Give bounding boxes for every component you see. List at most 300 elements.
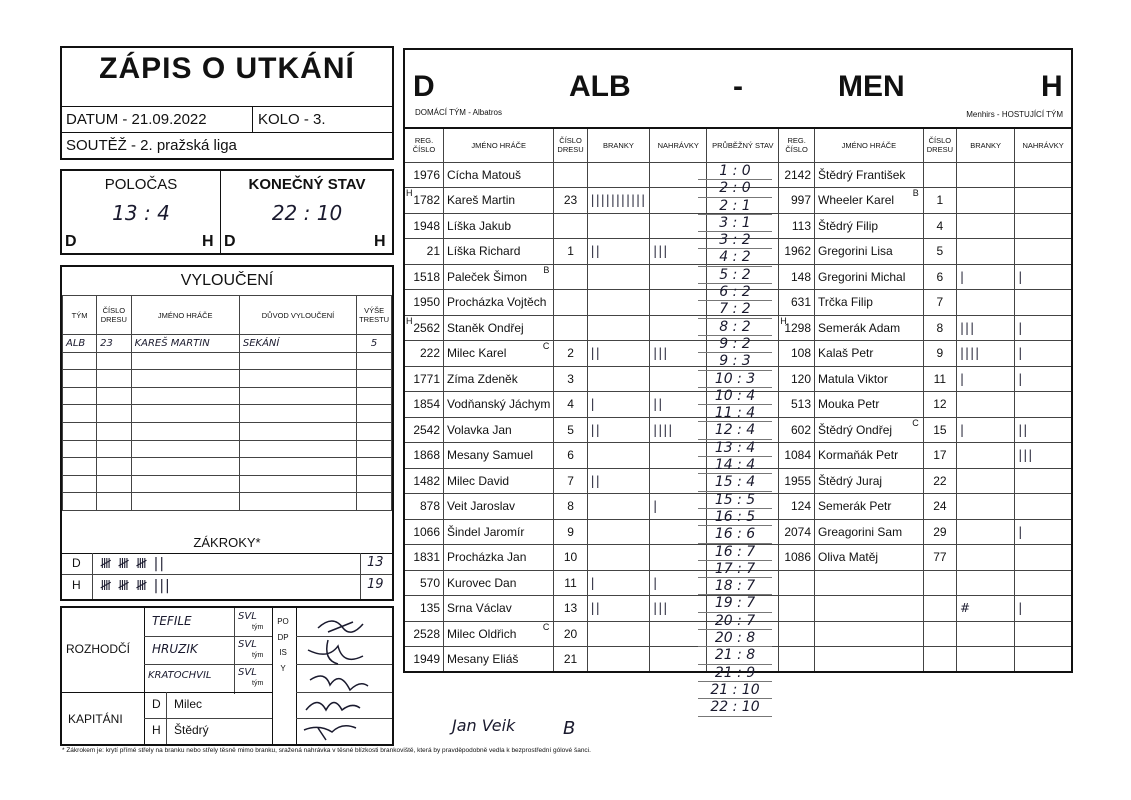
away-name-cell xyxy=(815,570,924,596)
home-reg-cell: 2542 xyxy=(404,417,444,443)
away-name-cell: Greagorini Sam xyxy=(815,519,924,545)
home-goals-cell: || xyxy=(587,341,649,367)
running-score-entry: 15 : 5 xyxy=(698,492,772,509)
home-name-cell: Zíma Zdeněk xyxy=(444,366,554,392)
home-num-cell: 21 xyxy=(554,647,587,673)
running-score-list xyxy=(698,163,772,717)
exclusions-table xyxy=(62,295,392,511)
home-name-cell: Milec Karel C xyxy=(444,341,554,367)
col-reason: DŮVOD VYLOUČENÍ xyxy=(239,296,356,335)
away-name-cell: Trčka Filip xyxy=(815,290,924,316)
away-assists-cell xyxy=(1015,290,1072,316)
excl-name: KAREŠ MARTIN xyxy=(131,335,239,353)
role-tag: C xyxy=(542,621,550,632)
away-reg-cell: 2142 xyxy=(779,162,815,188)
away-goals-cell xyxy=(957,239,1015,265)
match-header xyxy=(403,48,1073,129)
exclusion-row xyxy=(63,335,392,353)
home-name-cell: Šindel Jaromír xyxy=(444,519,554,545)
referee-1-name: TEFILE xyxy=(152,614,192,628)
running-col: PRŮBĚŽNÝ STAV xyxy=(707,128,779,162)
halftime-score: 13 : 4 xyxy=(112,201,170,225)
away-assists-cell: || xyxy=(1015,417,1072,443)
zakroky-h-label: H xyxy=(72,578,81,592)
zakroky-d-marks: 𝍸 𝍸 𝍸 || xyxy=(100,556,166,572)
away-goals-cell xyxy=(957,647,1015,673)
away-goals-cell xyxy=(957,519,1015,545)
home-reg-cell: 1066 xyxy=(404,519,444,545)
document-title: ZÁPIS O UTKÁNÍ xyxy=(99,52,355,85)
away-name-cell xyxy=(815,647,924,673)
running-score-entry: 6 : 2 xyxy=(698,284,772,301)
away-goals-cell: | xyxy=(957,417,1015,443)
home-col-name: JMÉNO HRÁČE xyxy=(444,128,554,162)
running-score-entry: 11 : 4 xyxy=(698,405,772,422)
signatures-scribble xyxy=(298,610,392,742)
away-reg-cell: 2074 xyxy=(779,519,815,545)
away-num-cell: 12 xyxy=(923,392,956,418)
running-score-entry: 2 : 0 xyxy=(698,180,772,197)
away-num-cell: 4 xyxy=(923,213,956,239)
away-num-cell: 7 xyxy=(923,290,956,316)
home-name-cell: Líška Richard xyxy=(444,239,554,265)
running-score-entry: 20 : 7 xyxy=(698,613,772,630)
away-col-goals: BRANKY xyxy=(957,128,1015,162)
role-tag: B xyxy=(543,264,550,275)
home-assists-cell: ||| xyxy=(650,239,707,265)
home-goals-cell xyxy=(587,647,649,673)
home-num-cell xyxy=(554,290,587,316)
away-reg-cell: 108 xyxy=(779,341,815,367)
running-score-entry: 15 : 4 xyxy=(698,474,772,491)
running-score-entry: 7 : 2 xyxy=(698,301,772,318)
home-reg-cell: 1831 xyxy=(404,545,444,571)
away-name-cell: Gregorini Lisa xyxy=(815,239,924,265)
excl-penalty: 5 xyxy=(357,335,392,353)
bottom-b-mark: B xyxy=(563,718,576,739)
away-goals-cell xyxy=(957,621,1015,647)
away-num-cell xyxy=(923,621,956,647)
away-reg-cell: 631 xyxy=(779,290,815,316)
away-assists-cell xyxy=(1015,494,1072,520)
away-num-cell: 29 xyxy=(923,519,956,545)
away-assists-cell xyxy=(1015,621,1072,647)
home-col-goals: BRANKY xyxy=(587,128,649,162)
home-num-cell: 1 xyxy=(554,239,587,265)
competition-field: SOUTĚŽ - 2. pražská liga xyxy=(66,137,237,154)
running-score-entry: 8 : 2 xyxy=(698,319,772,336)
home-reg-cell: 1782 H xyxy=(404,188,444,214)
away-goals-cell xyxy=(957,570,1015,596)
away-assists-cell xyxy=(1015,392,1072,418)
running-score-entry: 16 : 7 xyxy=(698,544,772,561)
home-name-cell: Milec Oldřich C xyxy=(444,621,554,647)
home-reg-cell: 1771 xyxy=(404,366,444,392)
home-num-cell: 20 xyxy=(554,621,587,647)
home-name-cell: Kareš Martin xyxy=(444,188,554,214)
running-score-entry: 5 : 2 xyxy=(698,267,772,284)
away-num-cell: 9 xyxy=(923,341,956,367)
captain-h-name: Štědrý xyxy=(174,723,209,737)
away-num-cell: 1 xyxy=(923,188,956,214)
home-team-code: ALB xyxy=(569,70,631,103)
final-label: KONEČNÝ STAV xyxy=(248,176,366,193)
away-name-cell: Štědrý Ondřej C xyxy=(815,417,924,443)
home-name-cell: Mesany Samuel xyxy=(444,443,554,469)
home-reg-cell: 1949 xyxy=(404,647,444,673)
role-tag: C xyxy=(912,417,919,428)
home-goals-cell xyxy=(587,213,649,239)
referee-3-team: SVL xyxy=(238,667,257,678)
away-col-reg: REG. ČÍSLO xyxy=(779,128,815,162)
away-col-num: ČÍSLO DRESU xyxy=(923,128,956,162)
captain-d-side: D xyxy=(152,697,161,711)
away-num-cell: 22 xyxy=(923,468,956,494)
away-assists-cell xyxy=(1015,468,1072,494)
referee-2-name: HRUZIK xyxy=(152,642,198,656)
home-assists-cell: | xyxy=(650,494,707,520)
home-name-cell: Cícha Matouš xyxy=(444,162,554,188)
away-goals-cell xyxy=(957,545,1015,571)
home-reg-cell: 135 xyxy=(404,596,444,622)
home-goals-cell: ||||||||||| xyxy=(587,188,649,214)
away-name-cell: Semerák Petr xyxy=(815,494,924,520)
running-score-entry: 18 : 7 xyxy=(698,578,772,595)
away-goals-cell xyxy=(957,494,1015,520)
home-reg-cell: 2562 H xyxy=(404,315,444,341)
home-player-marker: H xyxy=(406,315,413,326)
captain-h-side: H xyxy=(152,723,161,737)
away-reg-cell xyxy=(779,621,815,647)
header-dash: - xyxy=(733,70,743,103)
round-field: KOLO - 3. xyxy=(258,111,326,128)
zakroky-d-label: D xyxy=(72,556,81,570)
away-num-cell xyxy=(923,647,956,673)
col-jersey: ČÍSLO DRESU xyxy=(97,296,131,335)
home-goals-cell xyxy=(587,494,649,520)
home-reg-cell: 2528 xyxy=(404,621,444,647)
away-reg-cell: 1298 H xyxy=(779,315,815,341)
bottom-signature: Jan Veik xyxy=(452,716,516,735)
running-score-entry: 22 : 10 xyxy=(698,699,772,716)
referees-label: ROZHODČÍ xyxy=(66,642,130,656)
away-assists-cell: | xyxy=(1015,341,1072,367)
final-d-label: D xyxy=(224,233,236,250)
away-num-cell: 11 xyxy=(923,366,956,392)
away-goals-cell xyxy=(957,468,1015,494)
away-name-cell: Oliva Matěj xyxy=(815,545,924,571)
away-name-cell: Mouka Petr xyxy=(815,392,924,418)
home-reg-cell: 1868 xyxy=(404,443,444,469)
running-score-entry: 21 : 10 xyxy=(698,682,772,699)
home-num-cell: 23 xyxy=(554,188,587,214)
away-team-note: Menhirs - HOSTUJÍCÍ TÝM xyxy=(966,110,1063,119)
home-reg-cell: 1948 xyxy=(404,213,444,239)
away-assists-cell xyxy=(1015,239,1072,265)
captains-label: KAPITÁNI xyxy=(68,712,123,726)
zakroky-d-total: 13 xyxy=(367,555,384,570)
away-assists-cell: | xyxy=(1015,315,1072,341)
away-goals-cell xyxy=(957,188,1015,214)
away-goals-cell: | xyxy=(957,264,1015,290)
home-name-cell: Procházka Vojtěch xyxy=(444,290,554,316)
home-name-cell: Milec David xyxy=(444,468,554,494)
home-reg-cell: 1976 xyxy=(404,162,444,188)
home-name-cell: Mesany Eliáš xyxy=(444,647,554,673)
home-num-cell: 4 xyxy=(554,392,587,418)
excl-team: ALB xyxy=(63,335,97,353)
home-goals-cell: || xyxy=(587,596,649,622)
score-box xyxy=(60,169,394,255)
zakroky-title: ZÁKROKY* xyxy=(193,535,261,550)
referee-3-name: KRATOCHVIL xyxy=(148,670,212,681)
excl-reason: SEKÁNÍ xyxy=(239,335,356,353)
running-score-entry: 9 : 2 xyxy=(698,336,772,353)
away-goals-cell xyxy=(957,443,1015,469)
running-score-entry: 10 : 4 xyxy=(698,388,772,405)
home-goals-cell xyxy=(587,162,649,188)
halftime-h-label: H xyxy=(202,233,214,250)
home-reg-cell: 1854 xyxy=(404,392,444,418)
signatures-label: PODPISY xyxy=(277,617,289,673)
home-assists-cell: ||| xyxy=(650,341,707,367)
home-goals-cell xyxy=(587,621,649,647)
away-assists-cell xyxy=(1015,213,1072,239)
home-reg-cell: 878 xyxy=(404,494,444,520)
away-reg-cell: 1086 xyxy=(779,545,815,571)
running-score-entry: 13 : 4 xyxy=(698,440,772,457)
home-num-cell xyxy=(554,162,587,188)
home-goals-cell: | xyxy=(587,392,649,418)
halftime-d-label: D xyxy=(65,233,77,250)
away-name-cell xyxy=(815,621,924,647)
away-reg-cell: 148 xyxy=(779,264,815,290)
away-reg-cell: 1962 xyxy=(779,239,815,265)
referee-2-team: SVL xyxy=(238,639,257,650)
away-assists-cell: | xyxy=(1015,519,1072,545)
home-goals-cell xyxy=(587,545,649,571)
home-num-cell: 11 xyxy=(554,570,587,596)
home-reg-cell: 1950 xyxy=(404,290,444,316)
captain-d-name: Milec xyxy=(174,697,203,711)
away-reg-cell: 513 xyxy=(779,392,815,418)
away-name-cell: Kalaš Petr xyxy=(815,341,924,367)
away-goals-cell xyxy=(957,213,1015,239)
away-reg-cell xyxy=(779,570,815,596)
exclusions-title: VYLOUČENÍ xyxy=(180,272,274,289)
running-score-entry: 16 : 6 xyxy=(698,526,772,543)
away-reg-cell: 1955 xyxy=(779,468,815,494)
col-penalty: VÝŠE TRESTU xyxy=(357,296,392,335)
home-num-cell xyxy=(554,315,587,341)
home-num-cell: 2 xyxy=(554,341,587,367)
home-goals-cell: || xyxy=(587,468,649,494)
home-name-cell: Volavka Jan xyxy=(444,417,554,443)
away-name-cell: Štědrý František xyxy=(815,162,924,188)
home-num-cell: 7 xyxy=(554,468,587,494)
home-num-cell: 9 xyxy=(554,519,587,545)
away-reg-cell: 997 xyxy=(779,188,815,214)
away-col-name: JMÉNO HRÁČE xyxy=(815,128,924,162)
home-goals-cell: | xyxy=(587,570,649,596)
away-reg-cell xyxy=(779,596,815,622)
referee-3-team-label: tým xyxy=(252,680,264,687)
home-goals-cell xyxy=(587,443,649,469)
away-num-cell: 17 xyxy=(923,443,956,469)
running-score-entry: 17 : 7 xyxy=(698,561,772,578)
running-score-entry: 10 : 3 xyxy=(698,371,772,388)
away-goals-cell xyxy=(957,162,1015,188)
away-goals-cell: |||| xyxy=(957,341,1015,367)
away-col-assists: NAHRÁVKY xyxy=(1015,128,1072,162)
home-assists-cell: | xyxy=(650,570,707,596)
away-reg-cell: 602 xyxy=(779,417,815,443)
away-num-cell xyxy=(923,162,956,188)
away-reg-cell xyxy=(779,647,815,673)
home-reg-cell: 222 xyxy=(404,341,444,367)
away-goals-cell xyxy=(957,392,1015,418)
running-score-entry: 3 : 1 xyxy=(698,215,772,232)
home-goals-cell xyxy=(587,366,649,392)
referee-1-team: SVL xyxy=(238,611,257,622)
home-goals-cell xyxy=(587,315,649,341)
away-assists-cell: | xyxy=(1015,264,1072,290)
home-num-cell: 13 xyxy=(554,596,587,622)
role-tag: B xyxy=(912,188,919,198)
home-goals-cell: || xyxy=(587,239,649,265)
home-num-cell: 8 xyxy=(554,494,587,520)
away-goals-cell xyxy=(957,290,1015,316)
running-score-entry: 9 : 3 xyxy=(698,353,772,370)
away-reg-cell: 120 xyxy=(779,366,815,392)
home-side-letter: D xyxy=(413,70,435,103)
running-score-entry: 16 : 5 xyxy=(698,509,772,526)
away-assists-cell xyxy=(1015,647,1072,673)
home-num-cell xyxy=(554,264,587,290)
away-reg-cell: 113 xyxy=(779,213,815,239)
running-score-entry: 14 : 4 xyxy=(698,457,772,474)
home-player-marker: H xyxy=(406,188,413,198)
running-score-entry: 3 : 2 xyxy=(698,232,772,249)
away-assists-cell xyxy=(1015,188,1072,214)
away-goals-cell: | xyxy=(957,366,1015,392)
referee-2-team-label: tým xyxy=(252,652,264,659)
home-goals-cell xyxy=(587,519,649,545)
away-name-cell: Matula Viktor xyxy=(815,366,924,392)
away-num-cell: 5 xyxy=(923,239,956,265)
home-name-cell: Veit Jaroslav xyxy=(444,494,554,520)
away-name-cell xyxy=(815,596,924,622)
away-goals-cell: # xyxy=(957,596,1015,622)
away-num-cell: 6 xyxy=(923,264,956,290)
zakroky-h-marks: 𝍸 𝍸 𝍸 ||| xyxy=(100,578,171,594)
away-reg-cell: 1084 xyxy=(779,443,815,469)
running-score-entry: 1 : 0 xyxy=(698,163,772,180)
away-num-cell xyxy=(923,570,956,596)
home-reg-cell: 21 xyxy=(404,239,444,265)
home-num-cell: 5 xyxy=(554,417,587,443)
home-name-cell: Kurovec Dan xyxy=(444,570,554,596)
home-goals-cell xyxy=(587,290,649,316)
home-name-cell: Srna Václav xyxy=(444,596,554,622)
halftime-label: POLOČAS xyxy=(104,176,178,193)
home-reg-cell: 570 xyxy=(404,570,444,596)
away-name-cell: Wheeler Karel B xyxy=(815,188,924,214)
running-score-entry: 4 : 2 xyxy=(698,249,772,266)
away-num-cell xyxy=(923,596,956,622)
home-goals-cell: || xyxy=(587,417,649,443)
away-goals-cell: ||| xyxy=(957,315,1015,341)
final-score: 22 : 10 xyxy=(271,201,343,225)
home-col-reg: REG. ČÍSLO xyxy=(404,128,444,162)
home-player-marker: H xyxy=(780,315,787,326)
home-name-cell: Staněk Ondřej xyxy=(444,315,554,341)
away-num-cell: 77 xyxy=(923,545,956,571)
away-name-cell: Gregorini Michal xyxy=(815,264,924,290)
footnote: * Zákrokem je: krytí přímé střely na branku nebo střely těsně mimo branku, sražená nahrávka v těsné blízkosti brankoviště, která by pravděpodobně vedla k bezprostřední gólové šanci. xyxy=(62,747,591,754)
home-reg-cell: 1518 xyxy=(404,264,444,290)
home-assists-cell: ||| xyxy=(650,596,707,622)
home-goals-cell xyxy=(587,264,649,290)
referee-1-team-label: tým xyxy=(252,624,264,631)
running-score-entry: 19 : 7 xyxy=(698,595,772,612)
away-num-cell: 24 xyxy=(923,494,956,520)
home-team-note: DOMÁCÍ TÝM - Albatros xyxy=(415,108,502,117)
final-h-label: H xyxy=(374,233,386,250)
home-name-cell: Líška Jakub xyxy=(444,213,554,239)
excl-num: 23 xyxy=(97,335,131,353)
away-num-cell: 15 xyxy=(923,417,956,443)
col-team: TÝM xyxy=(63,296,97,335)
zakroky-h-total: 19 xyxy=(367,577,384,592)
col-name: JMÉNO HRÁČE xyxy=(131,296,239,335)
home-num-cell: 6 xyxy=(554,443,587,469)
away-name-cell: Semerák Adam xyxy=(815,315,924,341)
away-name-cell: Štědrý Juraj xyxy=(815,468,924,494)
home-col-assists: NAHRÁVKY xyxy=(650,128,707,162)
away-assists-cell xyxy=(1015,162,1072,188)
away-name-cell: Štědrý Filip xyxy=(815,213,924,239)
away-team-code: MEN xyxy=(838,70,905,103)
home-assists-cell: |||| xyxy=(650,417,707,443)
home-col-num: ČÍSLO DRESU xyxy=(554,128,587,162)
away-assists-cell: ||| xyxy=(1015,443,1072,469)
exclusions-box xyxy=(60,265,394,601)
running-score-entry: 12 : 4 xyxy=(698,422,772,439)
date-field: DATUM - 21.09.2022 xyxy=(66,111,207,128)
running-score-entry: 2 : 1 xyxy=(698,198,772,215)
away-side-letter: H xyxy=(1041,70,1063,103)
running-score-entry: 21 : 9 xyxy=(698,665,772,682)
running-score-entry: 21 : 8 xyxy=(698,647,772,664)
away-assists-cell xyxy=(1015,545,1072,571)
home-num-cell: 10 xyxy=(554,545,587,571)
home-num-cell xyxy=(554,213,587,239)
home-num-cell: 3 xyxy=(554,366,587,392)
away-assists-cell: | xyxy=(1015,596,1072,622)
running-score-entry: 20 : 8 xyxy=(698,630,772,647)
home-name-cell: Procházka Jan xyxy=(444,545,554,571)
away-num-cell: 8 xyxy=(923,315,956,341)
home-reg-cell: 1482 xyxy=(404,468,444,494)
home-name-cell: Paleček Šimon B xyxy=(444,264,554,290)
home-assists-cell: || xyxy=(650,392,707,418)
away-assists-cell xyxy=(1015,570,1072,596)
away-reg-cell: 124 xyxy=(779,494,815,520)
home-name-cell: Vodňanský Jáchym xyxy=(444,392,554,418)
away-name-cell: Kormaňák Petr xyxy=(815,443,924,469)
role-tag: C xyxy=(542,341,550,351)
